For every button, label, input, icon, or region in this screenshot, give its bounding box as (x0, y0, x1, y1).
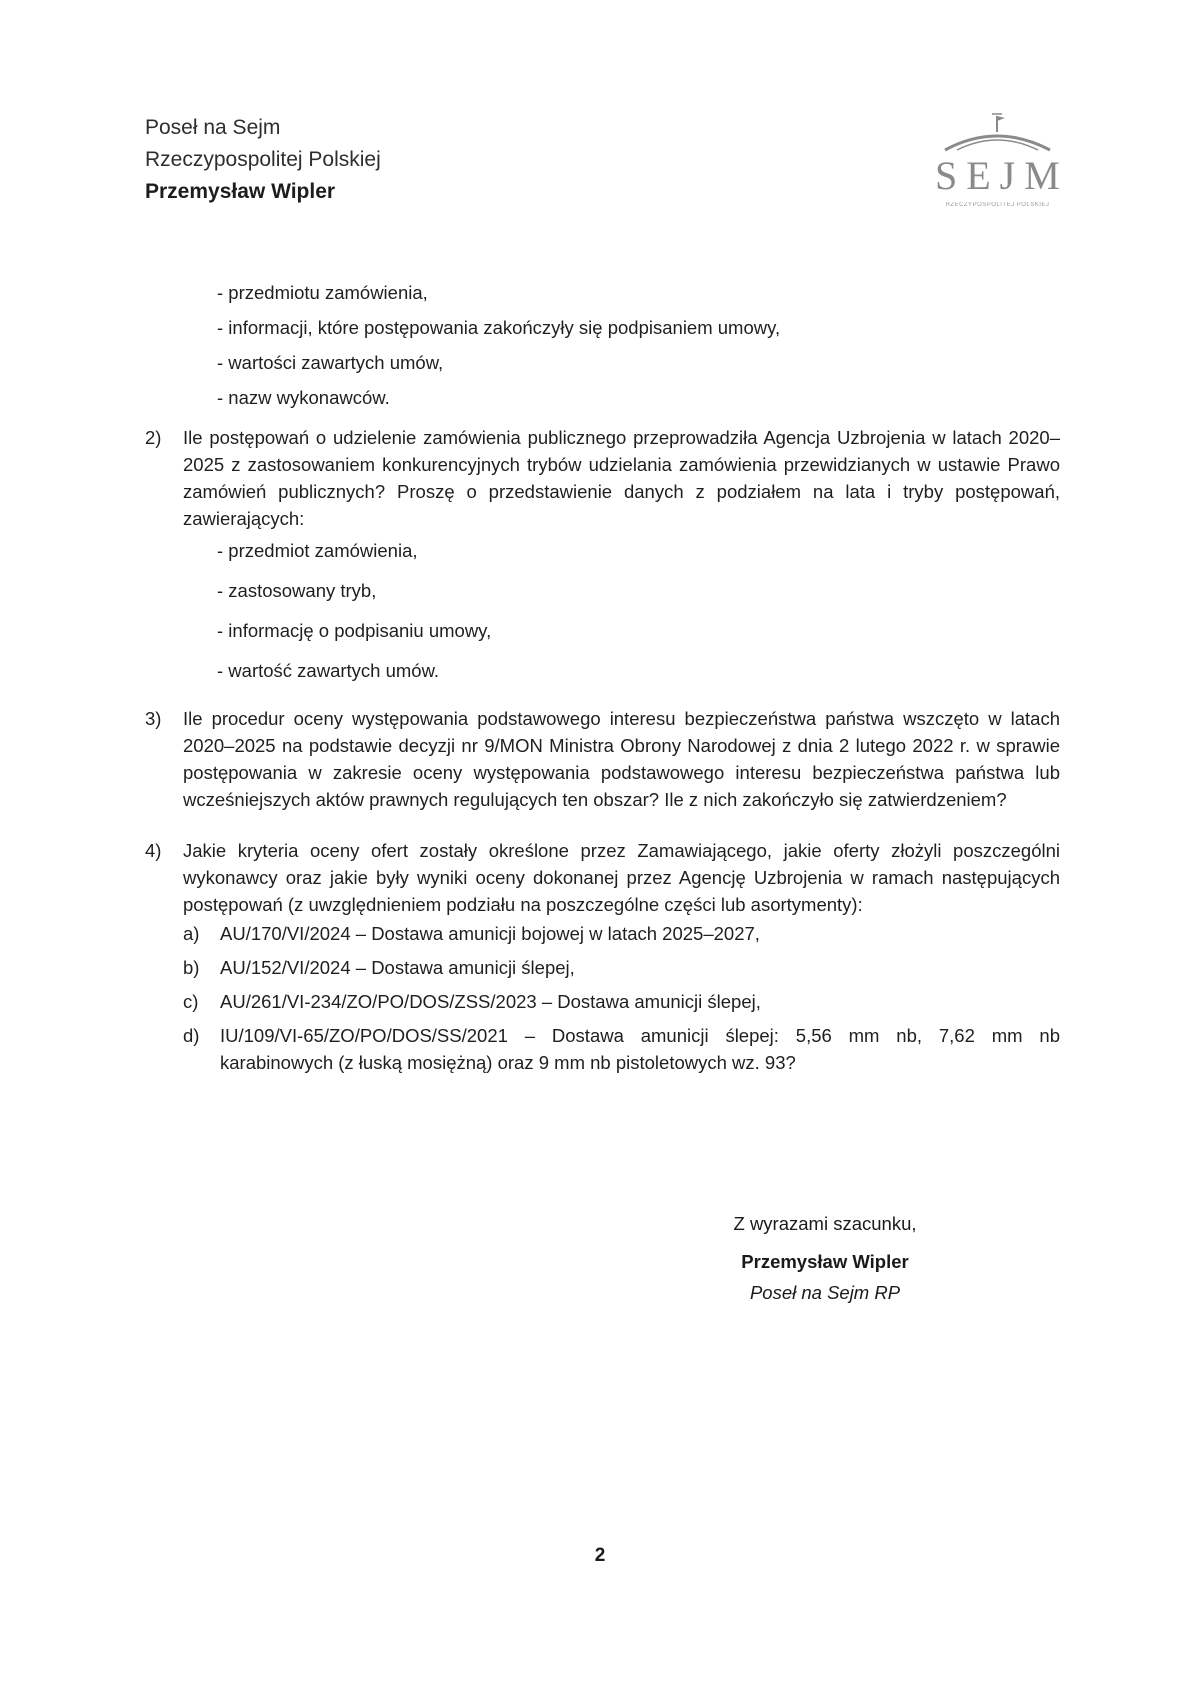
item-letter: b) (183, 957, 200, 978)
item-text: AU/261/VI-234/ZO/PO/DOS/ZSS/2023 – Dostawa amunicji ślepej, (220, 991, 761, 1012)
question-3 (145, 705, 1060, 813)
intro-item: - informacji, które postępowania zakończyły się podpisaniem umowy, (217, 317, 781, 338)
question-text: Ile postępowań o udzielenie zamówienia publicznego przeprowadziła Agencja Uzbrojenia w latach 2020–2025 z zastosowaniem konkurencyjnych trybów udzielania zamówienia przewidzianych w ustawie Prawo zamówień publicznych? Proszę o przedstawienie danych z podziałem na lata i tryby postępowań, zawierających: (183, 427, 1060, 529)
q2-item: - informację o podpisaniu umowy, (217, 620, 492, 641)
question-2 (145, 424, 1060, 532)
page-number: 2 (594, 1545, 606, 1566)
signature-name: Przemysław Wipler (741, 1251, 909, 1272)
item-text: IU/109/VI-65/ZO/PO/DOS/SS/2021 – Dostawa amunicji ślepej: 5,56 mm nb, 7,62 mm nb karabinowych (z łuską mosiężną) oraz 9 mm nb pistoletowych wz. 93? (220, 1025, 1060, 1073)
q2-item: - wartość zawartych umów. (217, 660, 440, 681)
closing-greeting: Z wyrazami szacunku, (733, 1213, 917, 1234)
question-4 (145, 837, 1060, 918)
item-text: AU/152/VI/2024 – Dostawa amunicji ślepej, (220, 957, 575, 978)
item-letter: c) (183, 991, 199, 1012)
q2-item: - zastosowany tryb, (217, 580, 377, 601)
header-line-title: Poseł na Sejm (145, 116, 281, 139)
intro-item: - nazw wykonawców. (217, 387, 390, 408)
procurement-item (183, 954, 1060, 981)
sejm-logo-subtext: RZECZYPOSPOLITEJ POLSKIEJ (945, 202, 1050, 208)
item-text: AU/170/VI/2024 – Dostawa amunicji bojowej w latach 2025–2027, (220, 923, 760, 944)
signature-title: Poseł na Sejm RP (749, 1282, 901, 1303)
sejm-logo (935, 108, 1069, 213)
item-letter: a) (183, 923, 200, 944)
question-number: 3) (145, 708, 162, 729)
question-text: Ile procedur oceny występowania podstawowego interesu bezpieczeństwa państwa wszczęto w latach 2020–2025 na podstawie decyzji nr 9/MON Ministra Obrony Narodowej z dnia 2 lutego 2022 r. w sprawie postępowania w zakresie oceny występowania podstawowego interesu bezpieczeństwa państwa lub wcześniejszych aktów prawnych regulujących ten obszar? Ile z nich zakończyło się zatwierdzeniem? (183, 708, 1060, 810)
q2-item: - przedmiot zamówienia, (217, 540, 418, 561)
procurement-item (183, 988, 1060, 1015)
question-number: 2) (145, 427, 162, 448)
letterhead (145, 112, 381, 208)
intro-item: - wartości zawartych umów, (217, 352, 444, 373)
sejm-building-icon (935, 108, 1060, 158)
question-number: 4) (145, 840, 162, 861)
question-text: Jakie kryteria oceny ofert zostały określone przez Zamawiającego, jakie oferty złożyli poszczególni wykonawcy oraz jakie były wyniki oceny dokonanej przez Agencję Uzbrojenia w ramach następujących postępowań (z uwzględnieniem podziału na poszczególne części lub asortymenty): (183, 840, 1060, 915)
item-letter: d) (183, 1025, 200, 1046)
procurement-item (183, 1022, 1060, 1076)
sejm-logo-text: SEJM (935, 153, 1069, 198)
procurement-item (183, 920, 1060, 947)
signature-block (700, 1205, 950, 1305)
header-author-name: Przemysław Wipler (145, 180, 336, 203)
header-line-country: Rzeczypospolitej Polskiej (145, 148, 381, 171)
intro-item: - przedmiotu zamówienia, (217, 282, 428, 303)
